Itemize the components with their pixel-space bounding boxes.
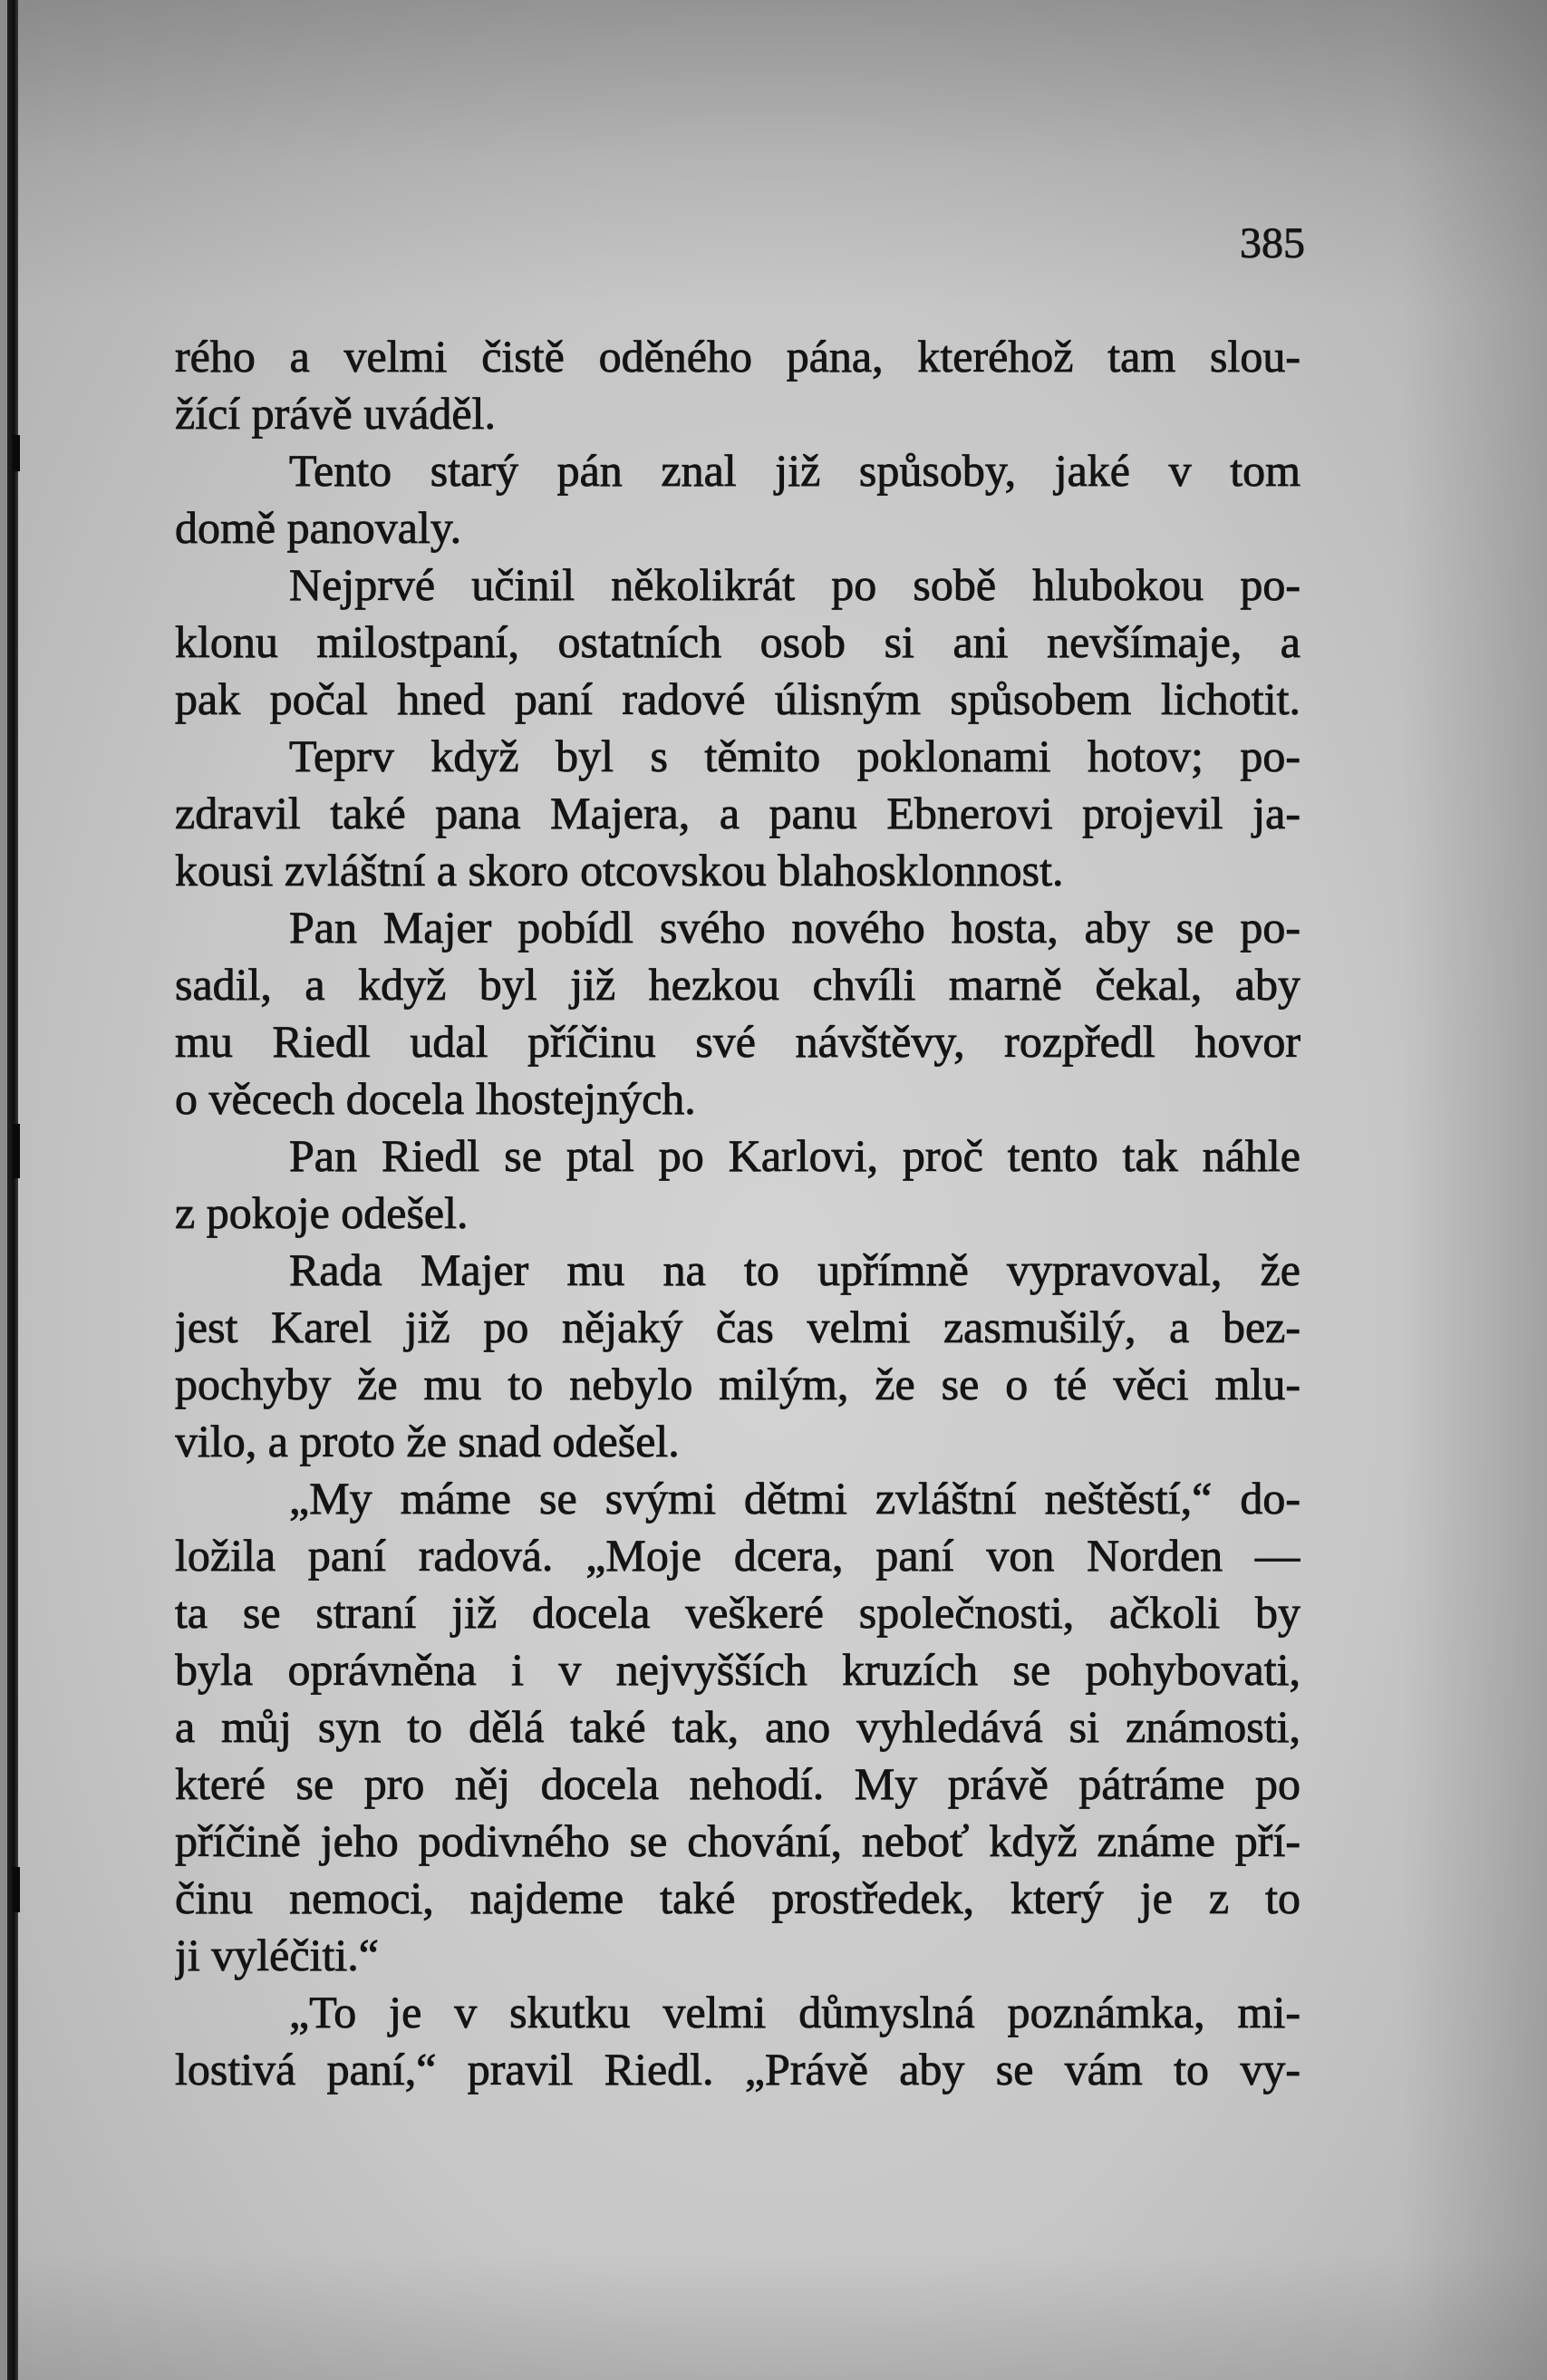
text-line: klonu milostpaní, ostatních osob si ani nevšímaje, a — [175, 616, 1300, 667]
text-line: „To je v skutku velmi důmyslná poznámka, mi- — [289, 1987, 1300, 2037]
paragraph — [175, 899, 1300, 1127]
page-number: 385 — [1240, 219, 1305, 267]
text-line: které se pro něj docela nehodí. My právě pátráme po — [175, 1758, 1300, 1809]
text-line: ta se straní již docela veškeré společnosti, ačkoli by — [175, 1587, 1300, 1638]
text-line: vilo, a proto že snad odešel. — [175, 1416, 680, 1466]
text-line: a můj syn to dělá také tak, ano vyhledává si známosti, — [175, 1701, 1300, 1752]
text-line: mu Riedl udal příčinu své návštěvy, rozpředl hovor — [175, 1016, 1300, 1067]
binding-mark — [13, 1867, 20, 1912]
text-line: ji vyléčiti.“ — [175, 1930, 379, 1980]
text-line: domě panovaly. — [175, 502, 462, 553]
paragraph — [175, 1242, 1300, 1470]
text-line: rého a velmi čistě oděného pána, kteréhož tam slou- — [175, 331, 1300, 382]
binding-mark — [13, 435, 20, 471]
text-line: jest Karel již po nějaký čas velmi zasmušilý, a bez- — [175, 1301, 1300, 1352]
text-line: ložila paní radová. „Moje dcera, paní von Norden — — [175, 1530, 1300, 1581]
text-line: o věcech docela lhostejných. — [175, 1073, 696, 1124]
text-line: zdravil také pana Majera, a panu Ebnerovi projevil ja- — [175, 788, 1300, 838]
text-line: z pokoje odešel. — [175, 1187, 469, 1238]
text-line: byla oprávněna i v nejvyšších kruzích se pohybovati, — [175, 1644, 1300, 1695]
binding-mark — [13, 1124, 20, 1178]
paragraph — [175, 1984, 1300, 2098]
text-line: Rada Majer mu na to upřímně vypravoval, že — [289, 1244, 1300, 1295]
text-line: lostivá paní,“ pravil Riedl. „Právě aby se vám to vy- — [175, 2044, 1300, 2095]
text-line: Teprv když byl s těmito poklonami hotov; po- — [289, 730, 1300, 781]
paragraph — [175, 728, 1300, 899]
paragraph — [175, 328, 1300, 442]
text-line: kousi zvláštní a skoro otcovskou blahosklonnost. — [175, 845, 1064, 895]
text-line: Pan Riedl se ptal po Karlovi, proč tento tak náhle — [289, 1130, 1300, 1181]
paragraph — [175, 1127, 1300, 1242]
text-line: příčině jeho podivného se chování, neboť když známe pří- — [175, 1815, 1300, 1866]
paragraph — [175, 1470, 1300, 1984]
text-line: pochyby že mu to nebylo milým, že se o té věci mlu- — [175, 1359, 1300, 1409]
text-line: činu nemoci, najdeme také prostředek, který je z to — [175, 1872, 1300, 1923]
text-line: pak počal hned paní radové úlisným spůsobem lichotit. — [175, 673, 1300, 724]
text-line: sadil, a když byl již hezkou chvíli marně čekal, aby — [175, 959, 1300, 1010]
page-edge — [0, 0, 7, 2380]
paragraph — [175, 556, 1300, 728]
text-line: „My máme se svými dětmi zvláštní neštěstí,“ do- — [289, 1473, 1300, 1524]
text-line: žící právě uváděl. — [175, 388, 496, 439]
text-line: Tento starý pán znal již spůsoby, jaké v tom — [289, 445, 1300, 496]
body-text — [175, 328, 1300, 2098]
binding-edge — [7, 0, 18, 2380]
text-line: Pan Majer pobídl svého nového hosta, aby se po- — [289, 902, 1300, 953]
text-line: Nejprvé učinil několikrát po sobě hlubokou po- — [289, 559, 1300, 610]
paragraph — [175, 442, 1300, 556]
